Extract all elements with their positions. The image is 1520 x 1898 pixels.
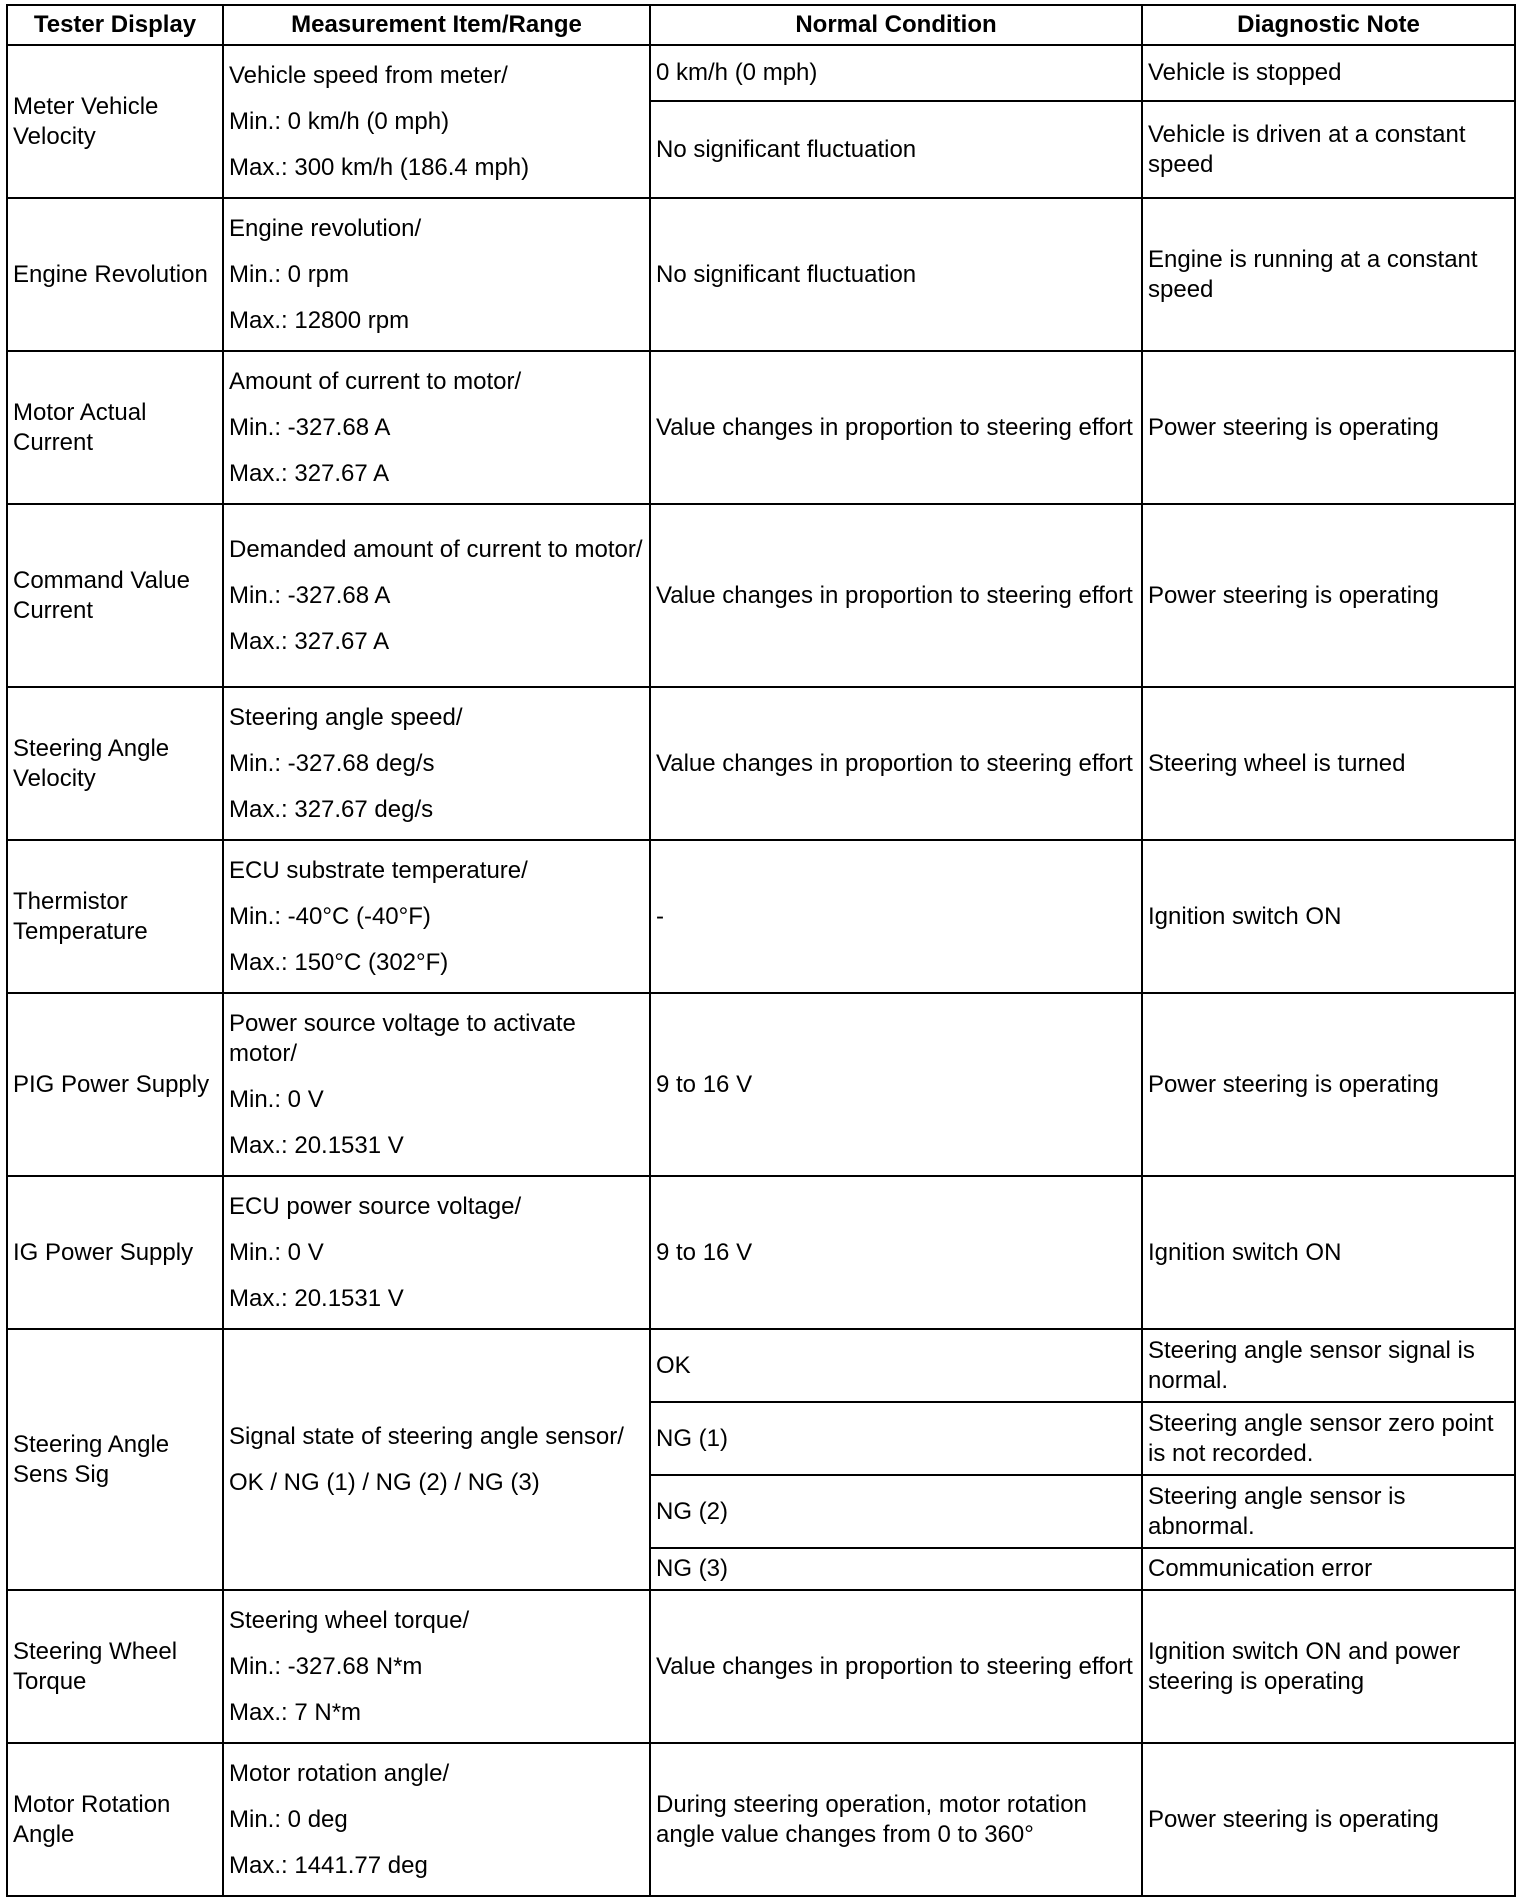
normal-condition-cell: No significant fluctuation [650,101,1142,198]
diagnostic-note-cell: Steering wheel is turned [1142,687,1515,840]
column-header: Diagnostic Note [1142,5,1515,45]
table-row [7,840,1515,993]
range-item: ECU power source voltage/ [229,1192,522,1220]
diagnostic-note-cell: Steering angle sensor zero point is not recorded. [1142,1402,1515,1475]
table-row [7,1743,1515,1896]
range-min: Min.: -40°C (-40°F) [229,902,431,930]
tester-display-cell: Motor Rotation Angle [7,1743,223,1896]
measurement-range-cell [223,993,650,1176]
table-row [7,1329,1515,1402]
normal-condition-cell: NG (1) [650,1402,1142,1475]
measurement-range-cell [223,351,650,504]
normal-condition-cell: No significant fluctuation [650,198,1142,351]
measurement-range-cell [223,198,650,351]
range-min: Min.: 0 deg [229,1805,348,1833]
range-item: Motor rotation angle/ [229,1759,450,1787]
tester-display-cell: Steering Angle Sens Sig [7,1329,223,1590]
range-min: Min.: 0 km/h (0 mph) [229,107,450,135]
measurement-range-cell [223,1743,650,1896]
range-item: Amount of current to motor/ [229,367,522,395]
diagnostic-note-cell: Power steering is operating [1142,1743,1515,1896]
normal-condition-cell: Value changes in proportion to steering effort [650,687,1142,840]
range-max: Max.: 1441.77 deg [229,1851,428,1879]
table-row [7,198,1515,351]
tester-display-cell: Thermistor Temperature [7,840,223,993]
range-max: Max.: 327.67 A [229,627,390,655]
normal-condition-cell: NG (2) [650,1475,1142,1548]
range-max: Max.: 12800 rpm [229,306,410,334]
tester-display-cell: Motor Actual Current [7,351,223,504]
data-list-table [6,4,1516,1897]
range-min: Min.: -327.68 deg/s [229,749,435,777]
normal-condition-cell: Value changes in proportion to steering effort [650,1590,1142,1743]
normal-condition-cell: 0 km/h (0 mph) [650,45,1142,101]
range-min: Min.: -327.68 N*m [229,1652,423,1680]
range-values: OK / NG (1) / NG (2) / NG (3) [229,1468,540,1496]
range-min: Min.: 0 V [229,1085,324,1113]
normal-condition-cell: Value changes in proportion to steering effort [650,351,1142,504]
range-item: Demanded amount of current to motor/ [229,535,643,563]
tester-display-cell: IG Power Supply [7,1176,223,1329]
tester-display-cell: PIG Power Supply [7,993,223,1176]
normal-condition-cell: 9 to 16 V [650,993,1142,1176]
measurement-range-cell [223,1590,650,1743]
table-row [7,351,1515,504]
diagnostic-note-cell: Ignition switch ON [1142,1176,1515,1329]
table-row [7,687,1515,840]
header-row [7,5,1515,45]
table-row [7,45,1515,101]
diagnostic-note-cell: Power steering is operating [1142,351,1515,504]
normal-condition-cell: During steering operation, motor rotation angle value changes from 0 to 360° [650,1743,1142,1896]
measurement-range-cell [223,687,650,840]
range-item: ECU substrate temperature/ [229,856,528,884]
table-row [7,1176,1515,1329]
range-min: Min.: -327.68 A [229,581,391,609]
range-item: Power source voltage to activate motor/ [229,1009,576,1067]
measurement-range-cell [223,45,650,198]
range-item: Engine revolution/ [229,214,422,242]
range-min: Min.: 0 V [229,1238,324,1266]
column-header: Tester Display [7,5,223,45]
normal-condition-cell: 9 to 16 V [650,1176,1142,1329]
range-min: Min.: 0 rpm [229,260,350,288]
diagnostic-note-cell: Power steering is operating [1142,993,1515,1176]
table-row [7,1590,1515,1743]
range-item: Steering wheel torque/ [229,1606,470,1634]
column-header: Measurement Item/Range [223,5,650,45]
table-row [7,504,1515,687]
range-item: Signal state of steering angle sensor/ [229,1422,624,1450]
table-row [7,993,1515,1176]
tester-display-cell: Steering Wheel Torque [7,1590,223,1743]
range-max: Max.: 327.67 deg/s [229,795,434,823]
normal-condition-cell: Value changes in proportion to steering effort [650,504,1142,687]
measurement-range-cell [223,1329,650,1590]
diagnostic-note-cell: Vehicle is stopped [1142,45,1515,101]
range-min: Min.: -327.68 A [229,413,391,441]
diagnostic-note-cell: Vehicle is driven at a constant speed [1142,101,1515,198]
measurement-range-cell [223,1176,650,1329]
range-max: Max.: 20.1531 V [229,1284,404,1312]
column-header: Normal Condition [650,5,1142,45]
range-max: Max.: 7 N*m [229,1698,362,1726]
normal-condition-cell: NG (3) [650,1548,1142,1590]
diagnostic-note-cell: Steering angle sensor signal is normal. [1142,1329,1515,1402]
range-item: Steering angle speed/ [229,703,463,731]
range-max: Max.: 20.1531 V [229,1131,404,1159]
range-item: Vehicle speed from meter/ [229,61,508,89]
diagnostic-note-cell: Ignition switch ON [1142,840,1515,993]
range-max: Max.: 150°C (302°F) [229,948,449,976]
normal-condition-cell: OK [650,1329,1142,1402]
tester-display-cell: Steering Angle Velocity [7,687,223,840]
diagnostic-note-cell: Engine is running at a constant speed [1142,198,1515,351]
diagnostic-note-cell: Steering angle sensor is abnormal. [1142,1475,1515,1548]
range-max: Max.: 327.67 A [229,459,390,487]
diagnostic-note-cell: Power steering is operating [1142,504,1515,687]
range-max: Max.: 300 km/h (186.4 mph) [229,153,530,181]
tester-display-cell: Command Value Current [7,504,223,687]
normal-condition-cell: - [650,840,1142,993]
measurement-range-cell [223,504,650,687]
tester-display-cell: Engine Revolution [7,198,223,351]
tester-display-cell: Meter Vehicle Velocity [7,45,223,198]
diagnostic-note-cell: Ignition switch ON and power steering is operating [1142,1590,1515,1743]
measurement-range-cell [223,840,650,993]
diagnostic-note-cell: Communication error [1142,1548,1515,1590]
